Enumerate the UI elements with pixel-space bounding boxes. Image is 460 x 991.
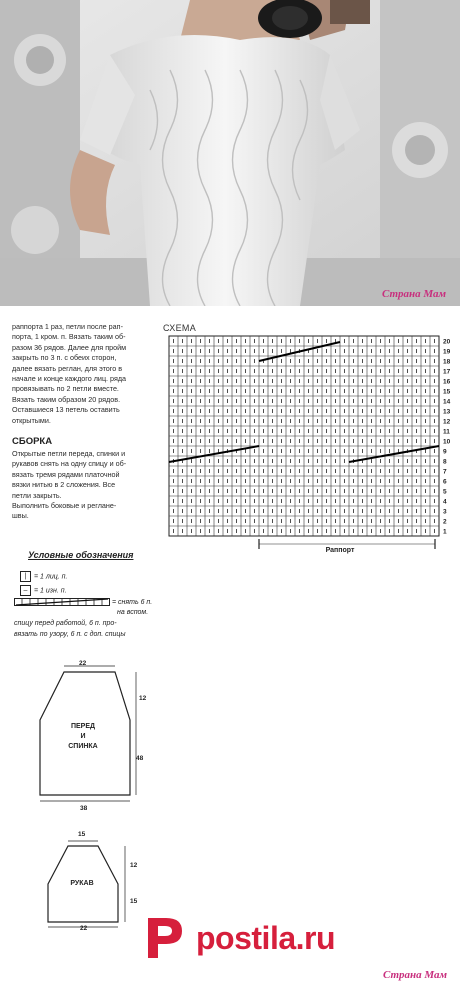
instruction-line: порта, 1 кром. п. Вязать таким об- bbox=[12, 332, 126, 342]
chart-row-number: 3 bbox=[443, 508, 447, 516]
instruction-line: Вязать таким образом 20 рядов. bbox=[12, 394, 121, 404]
legend-purl bbox=[20, 585, 67, 596]
chart-row-number: 9 bbox=[443, 448, 447, 456]
instruction-line: открытыми. bbox=[12, 415, 51, 425]
assembly-line: Выполнить боковые и реглане- bbox=[12, 501, 117, 511]
chart-row-number: 17 bbox=[443, 368, 451, 376]
front-back-label bbox=[58, 722, 108, 752]
instruction-line: Оставшиеся 13 петель оставить bbox=[12, 405, 120, 415]
chart-row-number: 1 bbox=[443, 528, 447, 536]
front-label-line: СПИНКА bbox=[68, 743, 98, 750]
cable-cross-icon bbox=[14, 598, 110, 606]
instruction-line: далее вязать реглан, для этого в bbox=[12, 363, 123, 373]
chart-row-number: 15 bbox=[443, 388, 451, 396]
assembly-line: швы. bbox=[12, 511, 29, 521]
chart-row-number: 8 bbox=[443, 458, 447, 466]
chart-row-number: 20 bbox=[443, 338, 451, 346]
instruction-line: начале и конце каждого лиц. ряда bbox=[12, 374, 127, 384]
sleeve-cuff-height: 15 bbox=[130, 898, 138, 905]
chart-row-number: 10 bbox=[443, 438, 451, 446]
schema-title: СХЕМА bbox=[163, 323, 196, 333]
sweater-photo bbox=[0, 0, 460, 306]
assembly-line: Открытые петли переда, спинки и bbox=[12, 449, 126, 458]
purl-stitch-icon: – bbox=[20, 585, 31, 596]
assembly-line: рукавов снять на одну спицу и об- bbox=[12, 459, 127, 469]
assembly-line: вязать тремя рядами платочной bbox=[12, 469, 120, 479]
front-top-width: 22 bbox=[79, 660, 87, 667]
assembly-heading: СБОРКА bbox=[12, 436, 53, 447]
watermark-top: Страна Мам bbox=[382, 288, 447, 300]
chart-row-number: 5 bbox=[443, 488, 447, 496]
instruction-line: закрыть по 3 п. с обеих сторон, bbox=[12, 353, 117, 363]
legend-slip-2: на вспом. bbox=[117, 609, 149, 616]
assembly-line: вязки нитью в 2 сложения. Все bbox=[12, 480, 116, 490]
legend-knit bbox=[20, 571, 67, 582]
knit-stitch-icon: | bbox=[20, 571, 31, 582]
chart-row-number: 12 bbox=[443, 418, 451, 426]
sleeve-top-width: 15 bbox=[78, 831, 86, 838]
chart-row-number: 16 bbox=[443, 378, 451, 386]
legend-purl-text: = 1 изн. п. bbox=[34, 587, 67, 595]
instruction-line: провязывать по 2 петли вместе. bbox=[12, 384, 119, 394]
instructions-text bbox=[12, 322, 160, 426]
watermark-bottom: Страна Мам bbox=[383, 969, 448, 981]
brand-name: postila.ru bbox=[196, 920, 336, 956]
front-bottom-width: 38 bbox=[80, 805, 88, 812]
front-label-line: ПЕРЕД bbox=[70, 723, 96, 730]
assembly-text bbox=[12, 449, 160, 522]
sleeve-raglan-height: 12 bbox=[130, 862, 138, 869]
photo-illustration bbox=[0, 0, 460, 306]
instruction-line: раппорта 1 раз, петли после рап- bbox=[12, 322, 123, 331]
legend-slip-1: = снять 6 п. bbox=[112, 599, 153, 606]
chart-row-number: 11 bbox=[443, 428, 450, 436]
instruction-line: разом 36 рядов. Далее для пройм bbox=[12, 342, 127, 352]
front-body-height: 48 bbox=[136, 755, 144, 762]
chart-row-number: 2 bbox=[443, 518, 447, 526]
chart-row-number: 19 bbox=[443, 348, 451, 356]
chart-row-number: 13 bbox=[443, 408, 451, 416]
front-raglan-height: 12 bbox=[139, 695, 147, 702]
chart-row-number: 6 bbox=[443, 478, 447, 486]
pattern-repeat-label: Раппорт bbox=[325, 547, 355, 554]
chart-row-number: 7 bbox=[443, 468, 447, 476]
legend-title: Условные обозначения bbox=[28, 550, 134, 560]
chart-row-number: 14 bbox=[443, 398, 451, 406]
postila-logo-icon bbox=[142, 914, 188, 960]
chart-row-number: 4 bbox=[443, 498, 447, 506]
sleeve-label: РУКАВ bbox=[70, 880, 94, 887]
legend-slip-3: спицу перед работой, 6 п. про- bbox=[14, 620, 117, 627]
legend-knit-text: = 1 лиц. п. bbox=[34, 573, 68, 581]
legend-slip-4: вязать по узору, 6 п. с доп. спицы bbox=[14, 631, 126, 638]
front-label-line: И bbox=[80, 733, 86, 740]
knitting-chart bbox=[163, 334, 453, 560]
chart-row-number: 18 bbox=[443, 358, 451, 366]
assembly-line: петли закрыть. bbox=[12, 490, 62, 500]
sleeve-bottom-width: 22 bbox=[80, 925, 88, 932]
